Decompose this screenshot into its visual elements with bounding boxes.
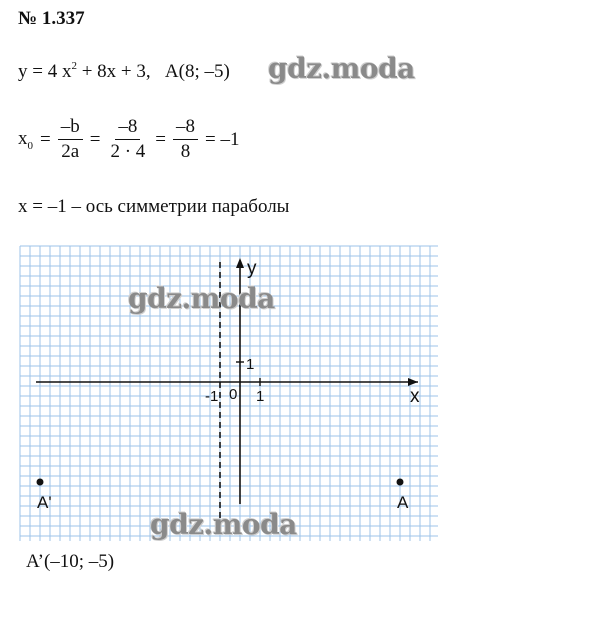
watermark-top: gdz.moda <box>268 52 415 85</box>
x-tick-label-1: 1 <box>256 388 265 405</box>
formula-fraction-1: $\frac{-b}{2a}$ <box>58 116 83 163</box>
x-axis-label: x <box>410 386 420 407</box>
point-a-label: A <box>397 493 409 512</box>
equation-lhs: y = 4 x <box>18 61 72 82</box>
y-axis-arrow <box>236 258 244 268</box>
point-a-prime <box>37 479 44 486</box>
formula-eq-1: = <box>40 128 51 150</box>
formula-fraction-3: $\frac{-8}{8}$ <box>173 116 198 163</box>
y-tick-label-1: 1 <box>246 356 255 373</box>
watermark-bottom: gdz.moda <box>150 508 297 541</box>
equation-point: A(8; –5) <box>164 61 230 82</box>
answer-line: A’(–10; –5) <box>26 551 115 572</box>
point-a-prime-label: A' <box>37 493 52 512</box>
problem-number: № 1.337 <box>18 8 85 29</box>
formula-eq-3: = <box>155 128 166 150</box>
formula-fraction-2: $\frac{-8}{2 \cdot 4}$ <box>110 116 146 162</box>
symmetry-axis-statement: x = –1 – ось симметрии параболы <box>18 196 290 217</box>
x-axis-arrow <box>408 378 418 386</box>
x-tick-label-neg1: -1 <box>205 388 219 405</box>
equation-power: 2 <box>71 60 77 72</box>
formula-result: = –1 <box>204 128 240 150</box>
origin-label: 0 <box>229 386 238 403</box>
watermark-middle: gdz.moda <box>128 282 275 315</box>
formula-eq-2: = <box>89 128 101 150</box>
formula-variable: $x_0$ <box>18 127 33 152</box>
y-axis-label: y <box>247 258 257 279</box>
equation-rest: + 8x + 3, <box>76 61 151 82</box>
point-a <box>397 479 404 486</box>
